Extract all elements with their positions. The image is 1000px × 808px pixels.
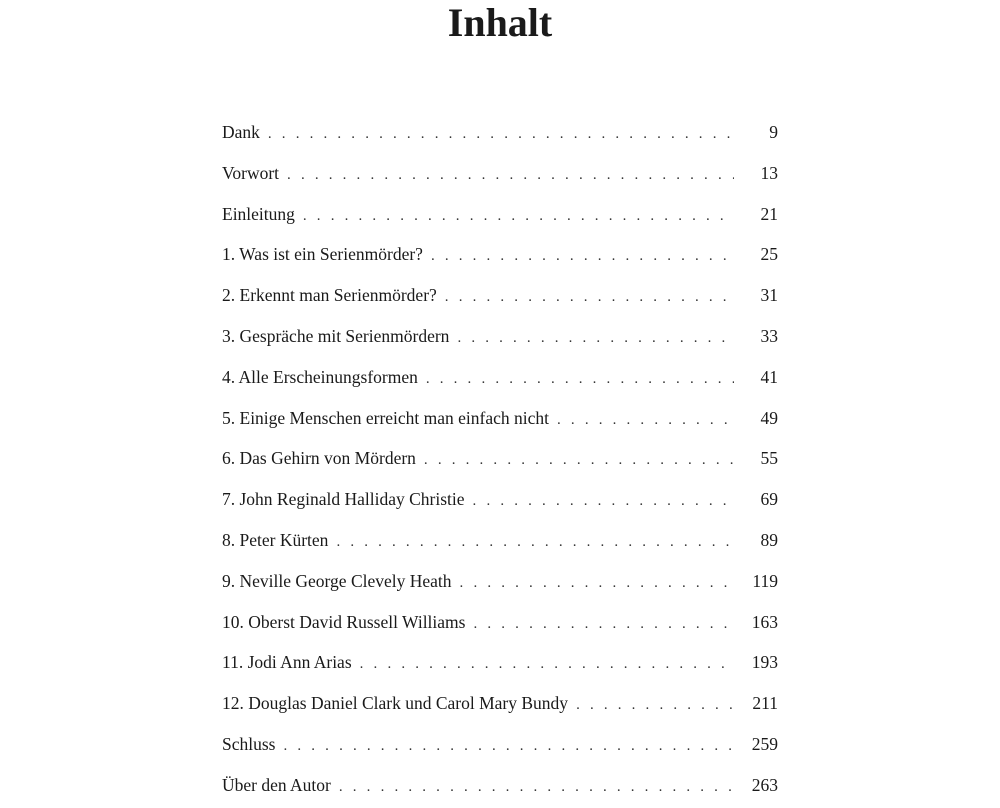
toc-entry-page: 69: [760, 489, 778, 510]
toc-leader-dots: [287, 155, 734, 196]
toc-entry-label: 2. Erkennt man Serienmörder?: [222, 285, 437, 306]
toc-entry-chapter-1: [222, 234, 778, 275]
toc-entry-label: 1. Was ist ein Serienmörder?: [222, 244, 423, 265]
toc-leader-dots: [339, 767, 734, 808]
toc-entry-chapter-8: [222, 520, 778, 561]
toc-leader-dots: [445, 277, 734, 318]
toc-entry-label: Vorwort: [222, 162, 280, 183]
toc-leader-dots: [431, 236, 734, 277]
page-title: Inhalt: [447, 0, 553, 45]
toc-entry-page: 9: [769, 122, 778, 142]
toc-entry-page: 33: [760, 325, 778, 346]
toc-entry-page: 163: [751, 611, 778, 632]
toc-entry-chapter-9: [222, 561, 778, 602]
toc-entry-label: 11. Jodi Ann Arias: [222, 652, 352, 673]
toc-entry-chapter-6: [222, 438, 778, 479]
toc-entry-page: 55: [760, 448, 778, 469]
toc-entry-page: 41: [760, 366, 778, 387]
toc-entry-vorwort: [222, 153, 778, 194]
toc-entry-label: 10. Oberst David Russell Williams: [222, 611, 466, 632]
toc-entry-page: 259: [751, 733, 778, 754]
toc-entry-page: 49: [760, 407, 778, 428]
toc-entry-label: 3. Gespräche mit Serienmördern: [222, 325, 450, 346]
toc-leader-dots: [283, 726, 734, 767]
toc-leader-dots: [557, 400, 734, 441]
toc-entry-label: 8. Peter Kürten: [222, 529, 329, 550]
toc-entry-einleitung: [222, 194, 778, 235]
toc-entry-label: Schluss: [222, 733, 276, 754]
toc-entry-label: 12. Douglas Daniel Clark und Carol Mary Bundy: [222, 693, 569, 714]
toc-entry-label: 5. Einige Menschen erreicht man einfach nicht: [222, 407, 550, 428]
toc-entry-page: 25: [760, 244, 778, 265]
toc-leader-dots: [360, 644, 734, 685]
toc-entry-label: 9. Neville George Clevely Heath: [222, 570, 452, 591]
toc-entry-page: 89: [760, 529, 778, 550]
toc-leader-dots: [268, 114, 734, 155]
toc-entry-page: 31: [760, 285, 778, 306]
toc-leader-dots: [576, 685, 734, 726]
toc-entry-chapter-3: [222, 316, 778, 357]
toc-entry-label: Dank: [222, 122, 260, 142]
toc-entry-schluss: [222, 724, 778, 765]
toc-entry-label: 4. Alle Erscheinungsformen: [222, 366, 418, 387]
toc-entry-dank: [222, 112, 778, 153]
toc-entry-chapter-11: [222, 642, 778, 683]
toc-leader-dots: [336, 522, 734, 563]
toc-entry-label: Einleitung: [222, 203, 295, 224]
toc-entry-chapter-10: [222, 602, 778, 643]
toc-entry-ueber-den-autor: [222, 765, 778, 806]
table-of-contents: [222, 112, 778, 806]
toc-leader-dots: [473, 481, 734, 522]
toc-entry-page: 13: [760, 162, 778, 183]
toc-leader-dots: [426, 359, 734, 400]
toc-leader-dots: [303, 196, 734, 237]
toc-entry-page: 193: [751, 652, 778, 673]
toc-entry-label: 7. John Reginald Halliday Christie: [222, 489, 465, 510]
toc-leader-dots: [457, 318, 734, 359]
toc-entry-page: 263: [751, 774, 778, 795]
toc-entry-page: 21: [760, 203, 778, 224]
toc-entry-chapter-4: [222, 357, 778, 398]
toc-entry-chapter-12: [222, 683, 778, 724]
toc-leader-dots: [460, 563, 734, 604]
toc-entry-chapter-2: [222, 275, 778, 316]
toc-entry-page: 211: [752, 693, 778, 714]
toc-leader-dots: [424, 440, 734, 481]
toc-entry-label: 6. Das Gehirn von Mördern: [222, 448, 416, 469]
toc-entry-label: Über den Autor: [222, 774, 331, 795]
toc-entry-chapter-5: [222, 398, 778, 439]
toc-entry-chapter-7: [222, 479, 778, 520]
toc-leader-dots: [473, 604, 734, 645]
toc-entry-page: 119: [752, 570, 778, 591]
